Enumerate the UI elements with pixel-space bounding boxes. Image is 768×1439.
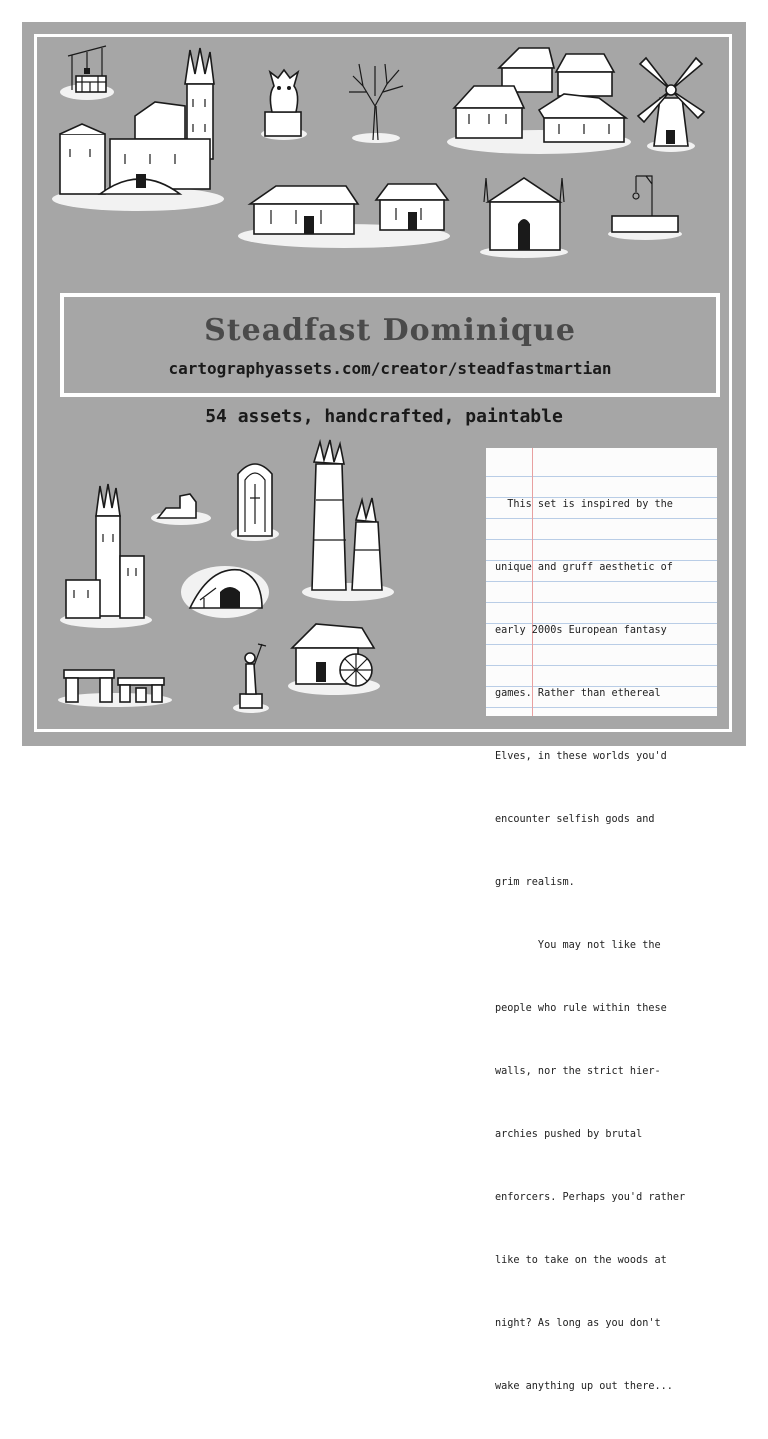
tower-icon [58,484,154,630]
castle-icon [50,44,225,212]
description-note [486,448,717,1392]
longhouse-icon [236,178,452,250]
village-icon [444,38,634,156]
tree-icon [345,56,407,146]
title-panel [60,293,720,397]
note-line: Elves, in these worlds you'd [495,751,667,762]
note-line: night? As long as you don't [495,1318,661,1329]
note-line: enforcers. Perhaps you'd rather [495,1192,686,1203]
spire-icon [300,440,396,602]
note-line: wake anything up out there... [495,1381,673,1392]
mine-icon [180,560,270,620]
note-line: unique and gruff aesthetic of [495,562,673,573]
note-line: people who rule within these [495,1003,667,1014]
watermill-icon [286,614,382,696]
gallows-icon [606,170,684,242]
note-line: grim realism. [495,877,575,888]
chapel-icon [478,172,570,258]
note-line: You may not like the [495,940,661,951]
statue-icon [260,64,308,142]
note-line: games. Rather than ethereal [495,688,661,699]
creator-url[interactable]: cartographyassets.com/creator/steadfastmartian [168,359,612,378]
shrine-icon [230,454,280,542]
title: Steadfast Dominique [204,313,576,348]
sphinx-icon [150,490,212,526]
note-line: early 2000s European fantasy [495,625,667,636]
description-text [495,452,709,1439]
warrior-statue-icon [232,638,270,714]
windmill-icon [632,46,710,154]
note-line: like to take on the woods at [495,1255,667,1266]
note-line: walls, nor the strict hier- [495,1066,661,1077]
note-line: archies pushed by brutal [495,1129,643,1140]
stonehenge-icon [56,656,174,708]
note-line: This set is inspired by the [495,499,673,510]
note-line: encounter selfish gods and [495,814,655,825]
tagline: 54 assets, handcrafted, paintable [205,406,563,427]
